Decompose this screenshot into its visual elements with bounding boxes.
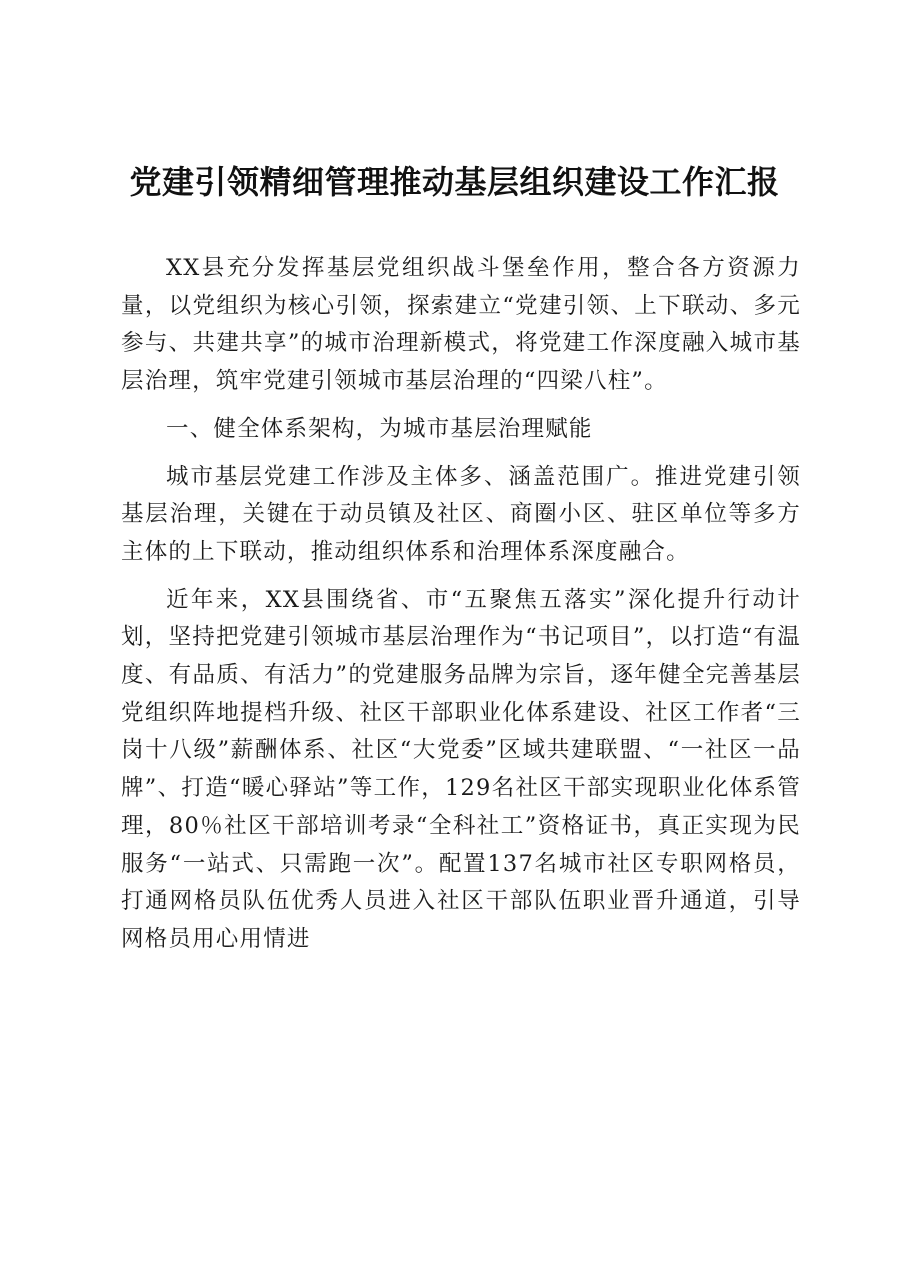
paragraph-spacer: [121, 401, 801, 411]
intro-paragraph: XX县充分发挥基层党组织战斗堡垒作用，整合各方资源力量，以党组织为核心引领，探索建立“党建引领、上下联动、多元参与、共建共享”的城市治理新模式，将党建工作深度融入城市基层治理，筑牢党建引领城市基层治理的“四梁八柱”。: [121, 255, 801, 395]
paragraph-spacer: [121, 449, 801, 459]
body-paragraph: 近年来，XX县围绕省、市“五聚焦五落实”深化提升行动计划，坚持把党建引领城市基层治理作为“书记项目”，以打造“有温度、有品质、有活力”的党建服务品牌为宗旨，逐年健全完善基层党组织阵地提档升级、社区干部职业化体系建设、社区工作者“三岗十八级”薪酬体系、社区“大党委”区域共建联盟、“一社区一品牌”、打造“暖心驿站”等工作，129名社区干部实现职业化体系管理，80％社区干部培训考录“全科社工”资格证书，真正实现为民服务“一站式、只需跑一次”。配置137名城市社区专职网格员，打通网格员队伍优秀人员进入社区干部队伍职业晋升通道，引导网格员用心用情进: [121, 586, 801, 952]
document-title: 党建引领精细管理推动基层组织建设工作汇报: [129, 163, 780, 201]
document-body: [121, 250, 801, 959]
section-heading: 一、健全体系架构，为城市基层治理赋能: [166, 415, 593, 442]
body-paragraph: 城市基层党建工作涉及主体多、涵盖范围广。推进党建引领基层治理，关键在于动员镇及社区、商圈小区、驻区单位等多方主体的上下联动，推动组织体系和治理体系深度融合。: [121, 463, 801, 565]
paragraph-spacer: [121, 572, 801, 582]
